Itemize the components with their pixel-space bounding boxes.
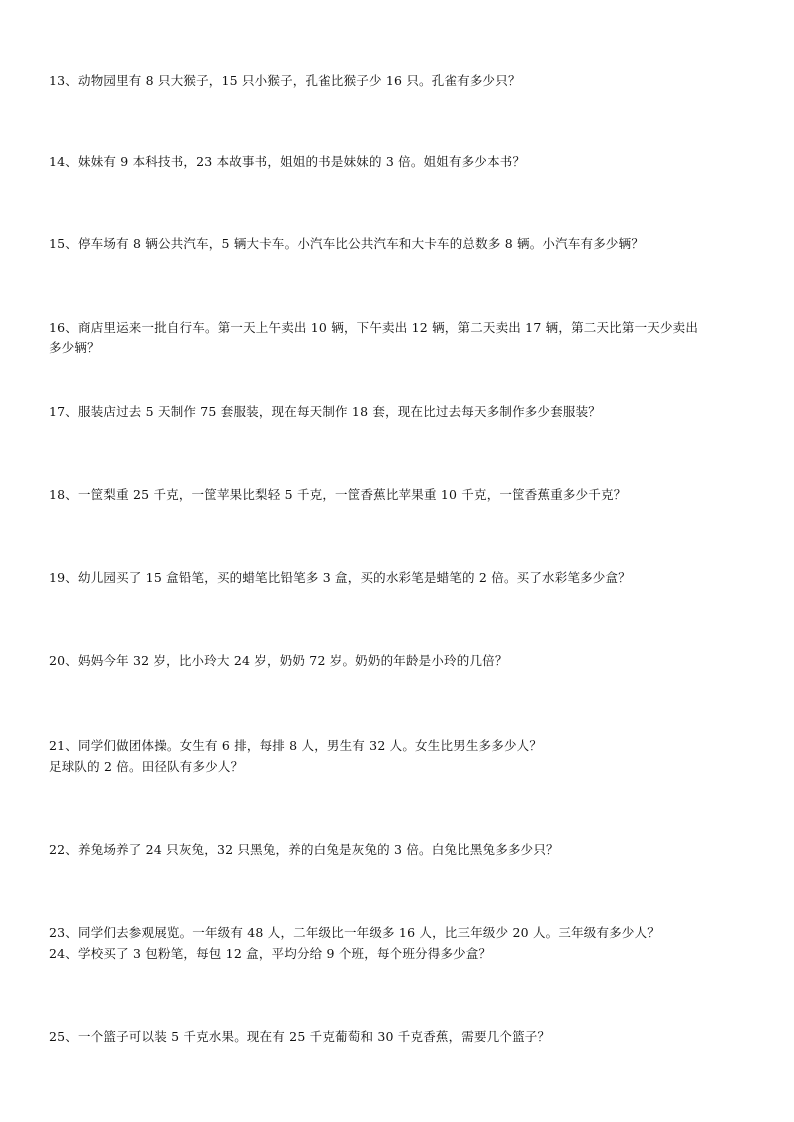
question-21-line-2: 足球队的 2 倍。田径队有多少人？	[49, 759, 244, 774]
question-24: 24、学校买了 3 包粉笔，每包 12 盒，平均分给 9 个班，每个班分得多少盒？	[49, 946, 492, 961]
question-16-line-1: 16、商店里运来一批自行车。第一天上午卖出 10 辆，下午卖出 12 辆，第二天卖出 17 辆，第二天比第一天少卖出	[49, 320, 699, 335]
question-14: 14、妹妹有 9 本科技书，23 本故事书，姐姐的书是妹妹的 3 倍。姐姐有多少本书？	[49, 154, 526, 169]
question-21-line-1: 21、同学们做团体操。女生有 6 排，每排 8 人，男生有 32 人。女生比男生多多少人？	[49, 738, 543, 753]
question-16-line-2: 多少辆？	[49, 340, 100, 355]
question-18: 18、一筐梨重 25 千克，一筐苹果比梨轻 5 千克，一筐香蕉比苹果重 10 千克，一筐香蕉重多少千克？	[49, 487, 627, 502]
question-20: 20、妈妈今年 32 岁，比小玲大 24 岁，奶奶 72 岁。奶奶的年龄是小玲的几倍？	[49, 653, 508, 668]
question-17: 17、服装店过去 5 天制作 75 套服装，现在每天制作 18 套，现在比过去每天多制作多少套服装？	[49, 404, 602, 419]
question-15: 15、停车场有 8 辆公共汽车，5 辆大卡车。小汽车比公共汽车和大卡车的总数多 8 辆。小汽车有多少辆？	[49, 236, 645, 251]
question-13: 13、动物园里有 8 只大猴子，15 只小猴子，孔雀比猴子少 16 只。孔雀有多少只？	[49, 73, 521, 88]
question-23: 23、同学们去参观展览。一年级有 48 人，二年级比一年级多 16 人，比三年级少 20 人。三年级有多少人？	[49, 925, 660, 940]
question-25: 25、一个篮子可以装 5 千克水果。现在有 25 千克葡萄和 30 千克香蕉，需要几个篮子？	[49, 1029, 551, 1044]
question-19: 19、幼儿园买了 15 盒铅笔，买的蜡笔比铅笔多 3 盒，买的水彩笔是蜡笔的 2 倍。买了水彩笔多少盒？	[49, 570, 631, 585]
question-22: 22、养兔场养了 24 只灰兔，32 只黑兔，养的白兔是灰兔的 3 倍。白兔比黑兔多多少只？	[49, 842, 559, 857]
